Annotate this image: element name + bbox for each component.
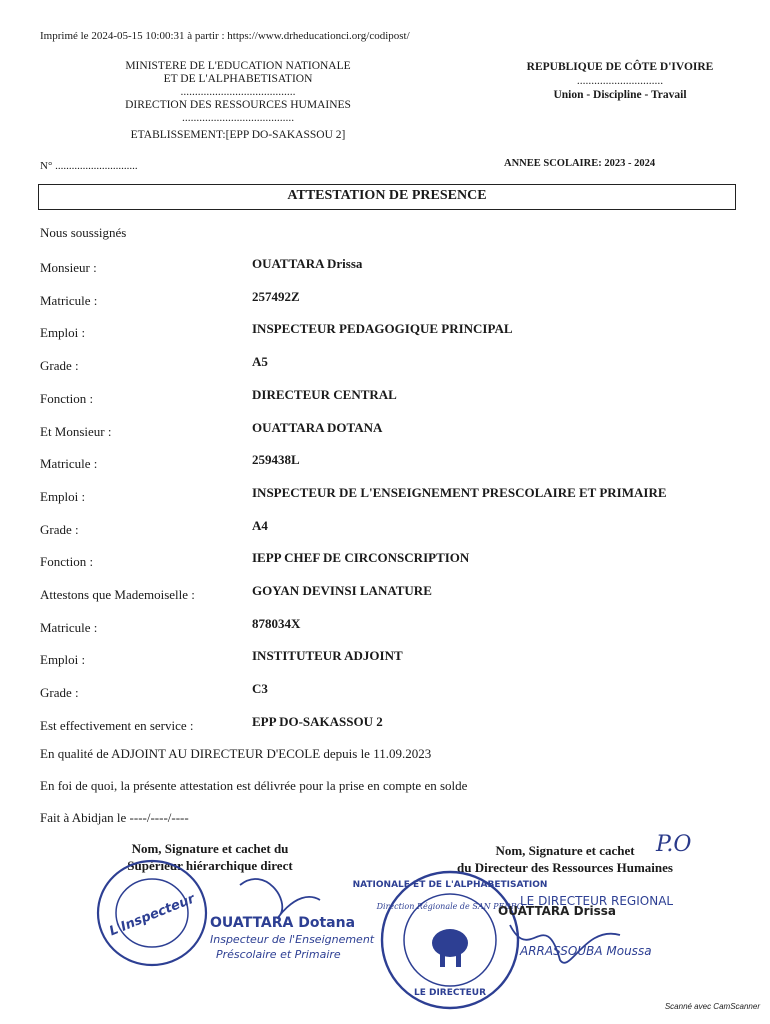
- field-value: A5: [252, 354, 268, 370]
- field-value: OUATTARA DOTANA: [252, 419, 383, 435]
- field-label: Grade :: [40, 521, 79, 537]
- signature-left-line-1: Nom, Signature et cachet du: [131, 841, 289, 856]
- field-label: Matricule :: [40, 619, 98, 635]
- field-label: Emploi :: [40, 325, 86, 341]
- title-box: [38, 184, 736, 210]
- right-stamp-sub: ARRASSOUBA Moussa: [520, 944, 652, 958]
- signature-left-line-2: Supérieur hiérarchique direct: [127, 858, 293, 873]
- etablissement-line: ETABLISSEMENT:[EPP DO-SAKASSOU 2]: [130, 129, 346, 141]
- field-label: Grade :: [40, 358, 79, 374]
- field-value: GOYAN DEVINSI LANATURE: [252, 583, 432, 598]
- field-label: Fonction :: [40, 554, 94, 570]
- field-value: 878034X: [252, 615, 301, 631]
- signature-right-line-1: Nom, Signature et cachet: [495, 843, 635, 858]
- field-label: Emploi :: [40, 488, 86, 504]
- numero-field: N° ..............................: [40, 160, 138, 172]
- left-stamp-role-1: Inspecteur de l'Enseignement: [210, 933, 375, 946]
- ministry-line-2: ET DE L'ALPHABETISATION: [163, 73, 313, 85]
- field-value: OUATTARA Drissa: [252, 256, 363, 271]
- field-value: DIRECTEUR CENTRAL: [252, 386, 397, 402]
- field-label: Emploi :: [40, 652, 86, 668]
- ministry-line-1: MINISTERE DE L'EDUCATION NATIONALE: [125, 60, 351, 72]
- right-stamp-role: LE DIRECTEUR REGIONAL: [520, 894, 674, 908]
- right-seal-bottom: LE DIRECTEUR: [413, 988, 487, 998]
- field-label: Matricule :: [40, 456, 98, 472]
- field-value: IEPP CHEF DE CIRCONSCRIPTION: [252, 550, 470, 566]
- ministry-dots-2: .......................................: [181, 112, 295, 124]
- scanner-watermark: Scanné avec CamScanner: [664, 1002, 760, 1011]
- field-label: Fonction :: [40, 390, 94, 406]
- field-value: INSPECTEUR PEDAGOGIQUE PRINCIPAL: [252, 321, 513, 337]
- direction-line: DIRECTION DES RESSOURCES HUMAINES: [125, 99, 351, 111]
- qualite-paragraph: En qualité de ADJOINT AU DIRECTEUR D'ECOLE depuis le 11.09.2023: [40, 746, 432, 761]
- field-value: INSTITUTEUR ADJOINT: [252, 648, 403, 664]
- fait-line: Fait à Abidjan le ----/----/----: [40, 810, 189, 825]
- republic-line: REPUBLIQUE DE CÔTE D'IVOIRE: [526, 61, 714, 73]
- ministry-dots-1: ........................................: [180, 86, 296, 98]
- left-stamp-name: OUATTARA Dotana: [210, 915, 356, 931]
- left-stamp-icon: [90, 845, 375, 975]
- field-value: A4: [252, 517, 268, 533]
- intro-text: Nous soussignés: [40, 225, 127, 240]
- field-value: 257492Z: [252, 288, 300, 304]
- right-stamp-icon: [352, 865, 690, 1000]
- field-label: Monsieur :: [40, 260, 97, 275]
- republic-header: [470, 60, 770, 102]
- document-title: ATTESTATION DE PRESENCE: [287, 188, 487, 203]
- field-label: Attestons que Mademoiselle :: [40, 587, 195, 602]
- foi-paragraph: En foi de quoi, la présente attestation est délivrée pour la prise en compte en solde: [40, 778, 468, 793]
- right-stamp-name: OUATTARA Drissa: [498, 904, 617, 918]
- field-label: Et Monsieur :: [40, 423, 112, 439]
- republic-dots: ..............................: [576, 75, 664, 87]
- handwritten-po: P.O: [656, 832, 692, 857]
- motto-line: Union - Discipline - Travail: [553, 89, 687, 101]
- field-value: C3: [252, 681, 268, 697]
- right-seal-top: NATIONALE ET DE L'ALPHABETISATION: [352, 880, 548, 890]
- field-label: Est effectivement en service :: [40, 717, 194, 733]
- field-label: Grade :: [40, 685, 79, 701]
- signature-right-line-2: du Directeur des Ressources Humaines: [457, 860, 673, 875]
- left-seal-text: L'Inspecteur: [107, 891, 198, 940]
- field-value: EPP DO-SAKASSOU 2: [252, 713, 383, 729]
- right-seal-inner: Direction Régionale de SAN PEDRO: [376, 902, 524, 911]
- left-stamp-role-2: Préscolaire et Primaire: [216, 948, 341, 961]
- printed-line: Imprimé le 2024-05-15 10:00:31 à partir : https://www.drheducationci.org/codipost/: [40, 30, 410, 42]
- field-value: INSPECTEUR DE L'ENSEIGNEMENT PRESCOLAIRE ET PRIMAIRE: [252, 484, 667, 500]
- ministry-header: [88, 60, 388, 142]
- field-label: Matricule :: [40, 292, 98, 308]
- annee-scolaire: ANNEE SCOLAIRE: 2023 - 2024: [504, 158, 656, 169]
- field-value: 259438L: [252, 452, 300, 468]
